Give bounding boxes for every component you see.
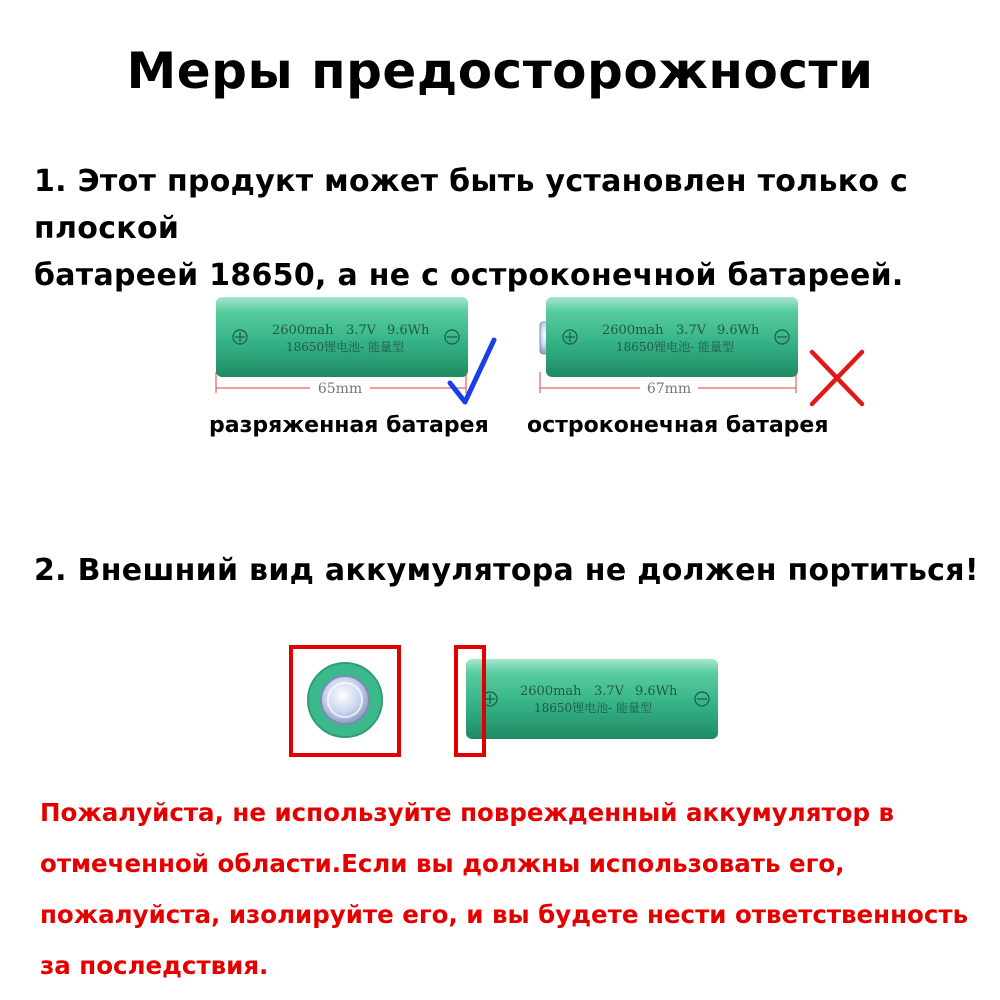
pointed-battery-voltage: 3.7V bbox=[676, 323, 707, 338]
side-battery-model: 18650锂电池- 能量型 bbox=[534, 701, 653, 715]
warning-line-1: Пожалуйста, не используйте поврежденный аккумулятор в bbox=[40, 798, 895, 827]
flat-battery-energy: 9.6Wh bbox=[387, 323, 430, 338]
pointed-battery-model: 18650锂电池- 能量型 bbox=[616, 340, 735, 354]
side-battery-capacity: 2600mah bbox=[520, 684, 582, 699]
flat-battery-capacity: 2600mah bbox=[272, 323, 334, 338]
side-battery-energy: 9.6Wh bbox=[635, 684, 678, 699]
cross-icon bbox=[812, 352, 862, 404]
warning-line-3: пожалуйста, изолируйте его, и вы будете нести ответственность bbox=[40, 900, 969, 929]
side-battery-voltage: 3.7V bbox=[594, 684, 625, 699]
battery-end-view bbox=[308, 663, 382, 737]
pointed-battery-energy: 9.6Wh bbox=[717, 323, 760, 338]
section-1-line-2: батареей 18650, а не с остроконечной батареей. bbox=[34, 258, 904, 293]
warning-line-4: за последствия. bbox=[40, 951, 269, 980]
pointed-battery-length: 67mm bbox=[646, 381, 692, 397]
flat-battery bbox=[216, 297, 468, 397]
flat-battery-model: 18650锂电池- 能量型 bbox=[286, 340, 405, 354]
battery-side-view bbox=[466, 659, 718, 739]
warning-text bbox=[40, 787, 990, 991]
pointed-battery-caption: остроконечная батарея bbox=[527, 413, 829, 438]
section-2-heading: 2. Внешний вид аккумулятора не должен портиться! bbox=[34, 553, 979, 588]
pointed-battery bbox=[540, 297, 798, 397]
warning-line-2: отмеченной области.Если вы должны использовать его, bbox=[40, 849, 845, 878]
flat-battery-caption: разряженная батарея bbox=[209, 413, 489, 438]
flat-battery-length: 65mm bbox=[317, 381, 363, 397]
section-1-line-1: 1. Этот продукт может быть установлен только с плоской bbox=[34, 164, 909, 246]
flat-battery-voltage: 3.7V bbox=[346, 323, 377, 338]
page-title: Меры предосторожности bbox=[126, 42, 874, 100]
pointed-battery-capacity: 2600mah bbox=[602, 323, 664, 338]
